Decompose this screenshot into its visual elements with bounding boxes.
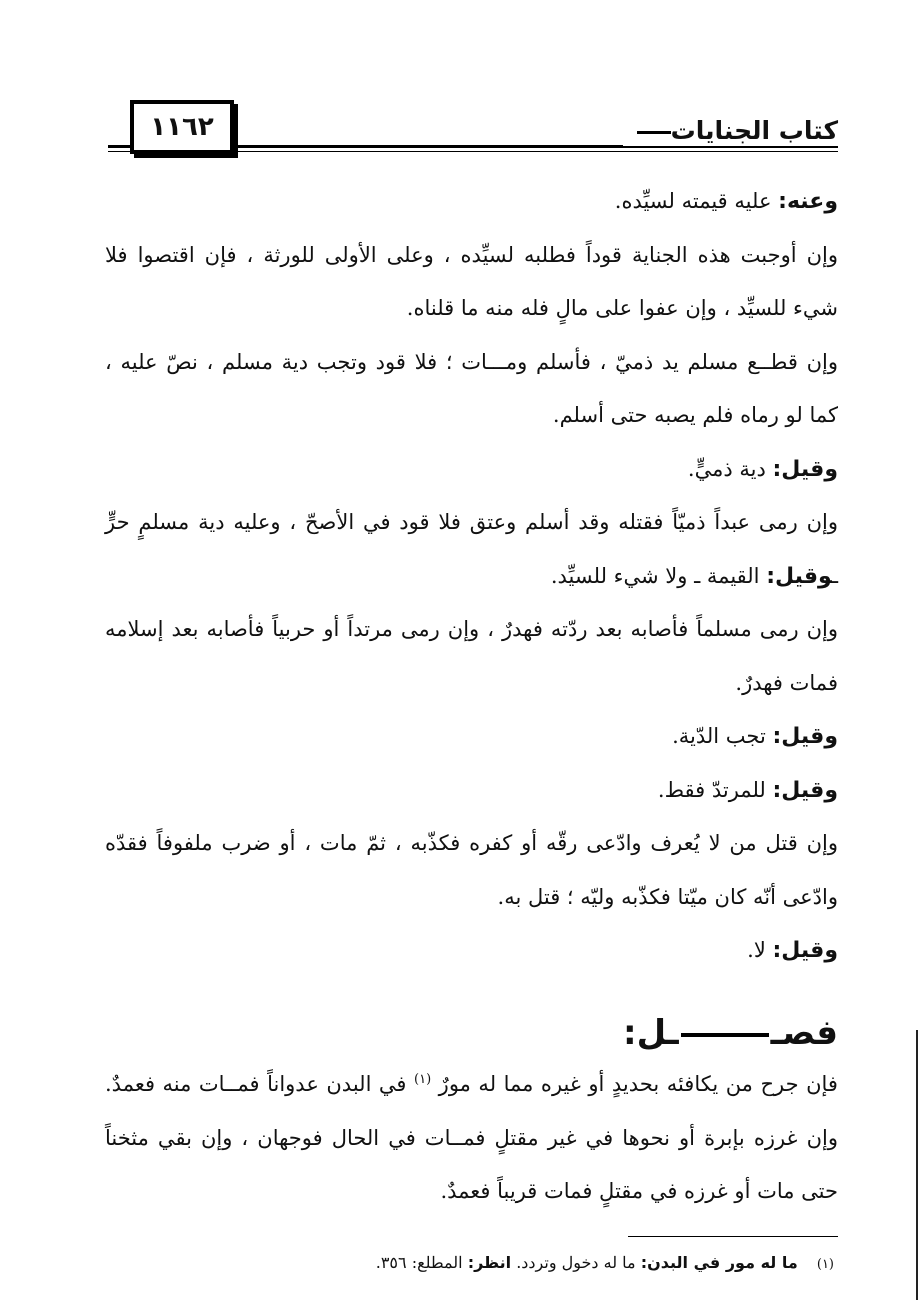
page-number: ١١٦٢ — [150, 112, 214, 142]
section-heading-start: فصـ — [770, 1013, 838, 1053]
section-heading — [623, 1003, 838, 1063]
paragraph-text: عليه قيمته لسيِّده. — [614, 189, 772, 213]
label-wa-qila: وقيل: — [772, 777, 838, 803]
paragraph — [105, 924, 838, 978]
label-wa-qila: وقيل: — [766, 563, 832, 589]
paragraph-text: القيمة ـ ولا شيء للسيِّد. — [550, 563, 760, 588]
paragraph-text: لا. — [747, 938, 766, 962]
paragraph-text: في البدن عدواناً فمــات منه فعمدٌ. وإن غرزه بإبرة أو نحوها في غير مقتلٍ فمــات في الحال فوجهان ، وإن بقي مثخناً حتى مات أو غرزه في مقتلٍ فمات قريباً فعمدٌ. — [105, 1072, 838, 1203]
footnote-ref-text: المطلع: ٣٥٦. — [375, 1253, 463, 1272]
paragraph — [105, 443, 838, 497]
paragraph — [105, 710, 838, 764]
book-title — [623, 116, 838, 146]
footnote-text: ما له دخول وتردد. — [516, 1253, 636, 1272]
scan-edge-line — [916, 1030, 918, 1300]
paragraph-text: للمرتدّ فقط. — [657, 777, 766, 802]
paragraph-text: وإن رمى مسلماً فأصابه بعد ردّته فهدرٌ ، وإن رمى مرتداً أو حربياً فأصابه بعد إسلامه فمات فهدرٌ. — [105, 617, 838, 695]
section-text — [105, 1058, 838, 1219]
page-header — [108, 100, 838, 158]
paragraph — [105, 229, 838, 336]
paragraph-text: تجب الدّية. — [672, 724, 766, 748]
footnote-marker[interactable]: (١) — [414, 1072, 432, 1087]
label-wa-qila: وقيل: — [772, 456, 838, 482]
paragraph — [105, 336, 838, 443]
paragraph-text: وإن قطــع مسلم يد ذميّ ، فأسلم ومـــات ؛ فلا قود وتجب دية مسلم ، نصّ عليه ، كما لو رماه فلم يصبه حتى أسلم. — [105, 349, 838, 427]
label-wa-qila: وقيل: — [772, 724, 838, 749]
footnote — [274, 1248, 834, 1280]
footnote-separator — [628, 1236, 838, 1237]
paragraph — [105, 603, 838, 710]
paragraph — [105, 764, 838, 818]
paragraph — [105, 817, 838, 924]
paragraph — [105, 175, 838, 229]
paragraph — [105, 496, 838, 603]
paragraph-text: وإن أوجبت هذه الجناية قوداً فطلبه لسيِّده ، وعلى الأولى للورثة ، فإن اقتصوا فلا شيء للسيِّد ، وإن عفوا على مالٍ فله منه ما قلناه. — [105, 242, 838, 320]
footnote-head: ما له مور في البدن: — [640, 1253, 798, 1272]
section-heading-end: ـل: — [623, 1013, 679, 1053]
label-wa-anhu: وعنه: — [778, 189, 838, 214]
main-text — [105, 175, 838, 978]
paragraph-text: دية ذميٍّ. — [687, 456, 766, 481]
paragraph — [105, 1058, 838, 1219]
title-dash — [637, 131, 671, 134]
paragraph-text: وإن قتل من لا يُعرف وادّعى رقّه أو كفره فكذّبه ، ثمّ مات ، أو ضرب ملفوفاً فقدّه وادّعى أنّه كان ميّتا فكذّبه وليّه ؛ قتل به. — [105, 831, 838, 909]
book-title-text: كتاب الجنايات — [670, 116, 838, 145]
paragraph-text: فإن جرح من يكافئه بحديدٍ أو غيره مما له مورٌ — [438, 1072, 838, 1096]
page-number-box — [130, 100, 234, 154]
paragraph-text: وإن رمى عبداً ذميّاً فقتله وقد أسلم وعتق فلا قود في الأصحّ ، وعليه دية مسلمٍ حرٍّ ـ — [105, 510, 838, 588]
section-heading-stretch — [681, 1033, 769, 1037]
label-wa-qila: وقيل: — [772, 938, 838, 963]
footnote-ref-label: انظر: — [467, 1253, 512, 1272]
footnote-number: (١) — [816, 1257, 834, 1272]
